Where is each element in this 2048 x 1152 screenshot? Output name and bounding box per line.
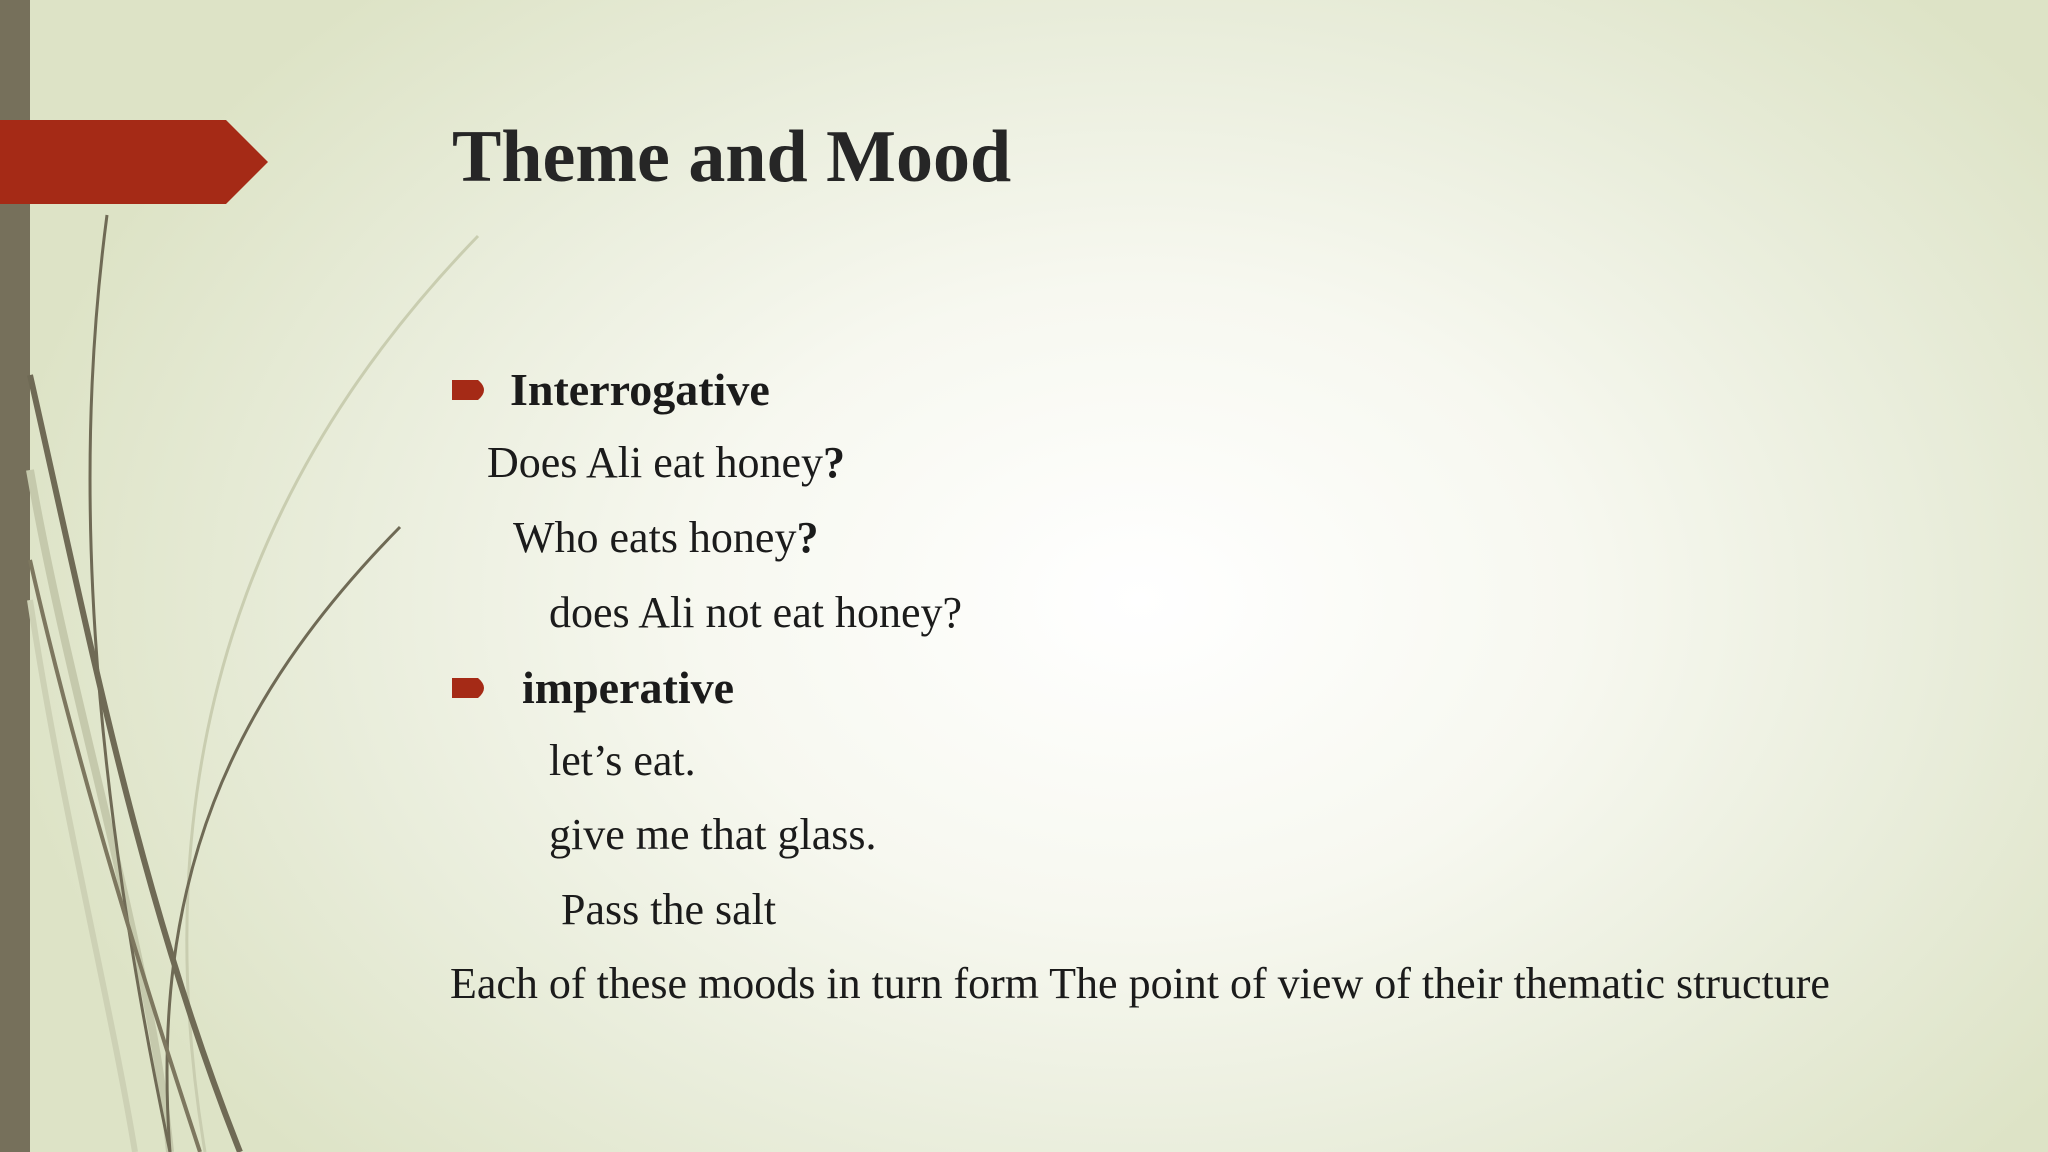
bullet-interrogative [452, 364, 770, 417]
example-line: Pass the salt [561, 885, 777, 934]
example-line: does Ali not eat honey? [549, 588, 963, 637]
arrow-bullet-icon [452, 378, 490, 402]
bullet-imperative [452, 662, 734, 715]
imperative-heading: imperative [522, 662, 735, 713]
arrow-bullet-icon [452, 676, 490, 700]
example-line: let’s eat. [549, 736, 696, 785]
example-line: Who eats honey? [513, 513, 819, 562]
slide-title: Theme and Mood [452, 116, 1012, 198]
interrogative-heading: Interrogative [510, 364, 770, 415]
decorative-curves [0, 0, 520, 1152]
conclusion-text: Each of these moods in turn form The point of view of their thematic structure [450, 959, 1830, 1008]
example-line: Does Ali eat honey? [487, 438, 846, 487]
example-line: give me that glass. [549, 810, 877, 859]
